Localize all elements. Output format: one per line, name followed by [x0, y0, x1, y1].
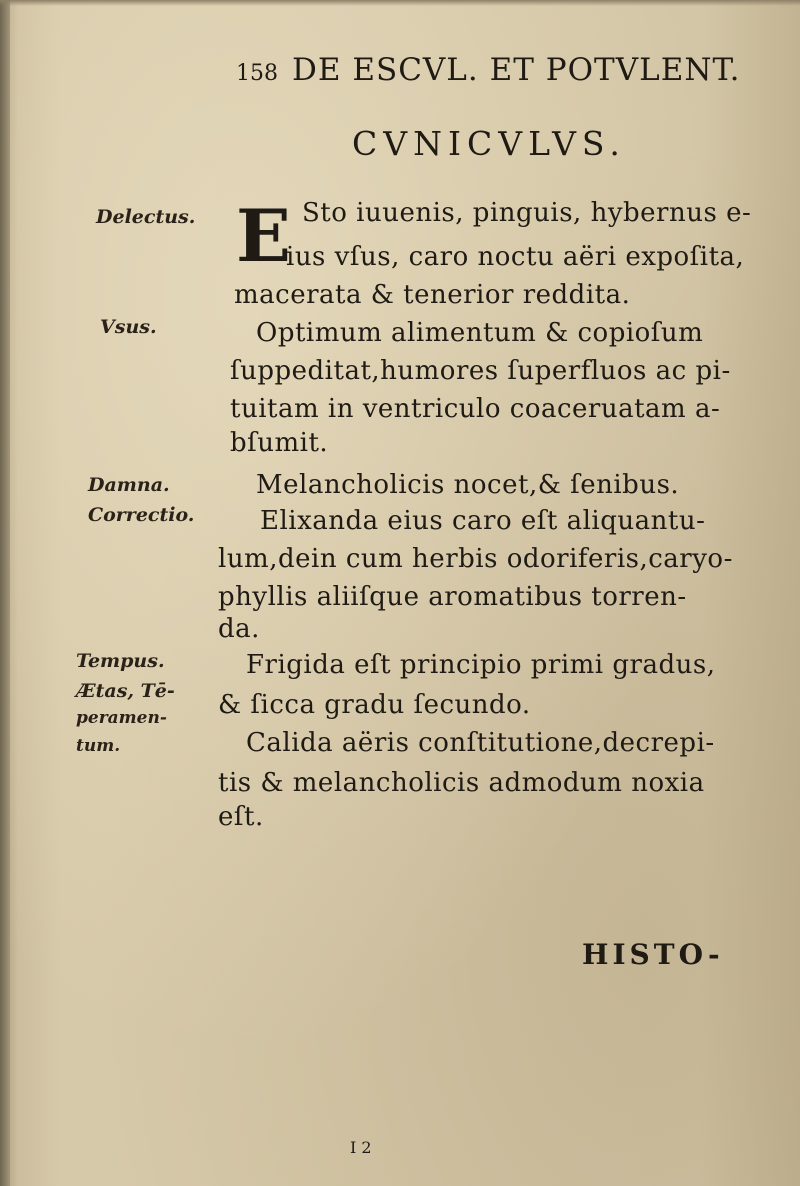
margin-note-temperamentum: peramen- — [76, 708, 167, 728]
margin-note-damna: Damna. — [88, 474, 170, 496]
binding-gutter — [0, 0, 10, 1186]
running-header — [236, 52, 740, 88]
text-line: bſumit. — [230, 428, 329, 458]
margin-note-aetas: Ætas, Tē- — [76, 680, 175, 702]
text-line: lum,dein cum herbis odoriferis,caryo- — [218, 544, 733, 574]
text-line: Melancholicis nocet,& ſenibus. — [256, 470, 680, 500]
signature-mark: I 2 — [350, 1138, 372, 1157]
margin-note-vsus: Vsus. — [100, 316, 157, 338]
margin-note-delectus: Delectus. — [96, 206, 196, 228]
text-line: phyllis aliiſque aromatibus torren- — [218, 582, 687, 612]
section-title: CVNICVLVS. — [352, 124, 626, 163]
text-line: macerata & tenerior reddita. — [234, 280, 631, 310]
text-line: tis & melancholicis admodum noxia — [218, 768, 705, 798]
text-line: & ſicca gradu ſecundo. — [218, 690, 531, 720]
text-line: tuitam in ventriculo coaceruatam a- — [230, 394, 721, 424]
margin-note-tempus: Tempus. — [76, 650, 165, 672]
page-edge-shadow — [0, 0, 800, 6]
margin-note-correctio: Correctio. — [88, 504, 195, 526]
text-line: da. — [218, 614, 260, 644]
text-line: eſt. — [218, 802, 264, 832]
text-line: Frigida eſt principio primi gradus, — [246, 650, 716, 680]
running-title: DE ESCVL. ET POTVLENT. — [292, 52, 741, 88]
text-line: ius vſus, caro noctu aëri expoſita, — [286, 242, 745, 272]
text-line: Optimum alimentum & copioſum — [256, 318, 704, 348]
drop-cap-initial: E — [236, 193, 291, 278]
text-line: ſuppeditat,humores ſuperfluos ac pi- — [230, 356, 731, 386]
margin-note-tum: tum. — [76, 736, 121, 756]
catchword: HISTO- — [582, 938, 724, 971]
page-number: 158 — [236, 61, 278, 86]
text-line: Calida aëris conſtitutione,decrepi- — [246, 728, 715, 758]
text-line: Sto iuuenis, pinguis, hybernus e- — [302, 198, 752, 228]
text-line: Elixanda eius caro eſt aliquantu- — [260, 506, 706, 536]
